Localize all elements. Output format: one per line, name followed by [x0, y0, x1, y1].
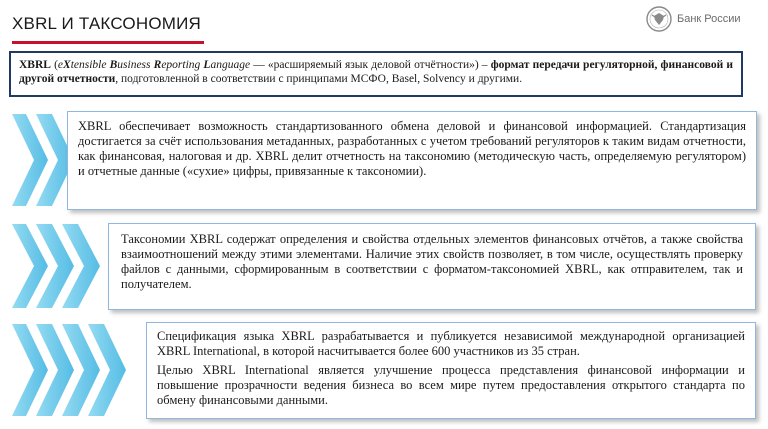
intro-b: B: [109, 59, 118, 71]
page-title: XBRL И ТАКСОНОМИЯ: [12, 14, 201, 33]
chevron-row1-a: [12, 114, 48, 206]
taxonomy-block: Таксономии XBRL содержат определения и свойства отдельных элементов финансовых отчётов, а также свойства взаимоотношений между этими элементами. Наличие этих свойств позволяет, в том числе, осуществлять проверку файлов с данными, сформированным в соответствии с форматом-таксономией XBRL, как отправителем, так и получателем.: [108, 223, 756, 310]
intro-e: e: [57, 59, 64, 71]
bank-emblem-icon: [646, 6, 672, 32]
intro-usiness: usiness: [117, 59, 154, 71]
purpose-paragraph: Целью XBRL International является улучшение процесса представления финансовой информации и повышение прозрачности ведения бизнеса во всем мире путем предоставления открытого стандарта по обмену финансовыми данными.: [157, 363, 745, 407]
bank-logo: [646, 6, 741, 32]
standardization-block: XBRL обеспечивает возможность стандартизованного обмена деловой и финансовой информацией. Стандартизация достигается за счёт использования метаданных, разработанных с учетом требований регуляторов к таким видам отчетности, как финансовая, налоговая и др. XBRL делит отчетность на таксономию (методическую часть, определяемую регулятором) и отчетные данные («сухие» цифры, привязанные к таксономии).: [67, 111, 757, 210]
chevron-row2-a: [12, 224, 48, 308]
intro-rest: , подготовленной в соответствии с принципами МСФО, Basel, Solvency и другими.: [115, 73, 523, 85]
intro-definition: формат передачи регуляторной, финансовой и другой отчетности: [19, 59, 733, 85]
intro-abbr: XBRL: [19, 59, 51, 71]
intro-eporting: eporting: [161, 59, 204, 71]
intro-x: X: [63, 59, 71, 71]
logo-text: Банк России: [677, 13, 741, 25]
intro-r: R: [153, 59, 162, 71]
intro-tensible: tensible: [70, 59, 110, 71]
intro-l: L: [203, 59, 211, 71]
intro-open-paren: (: [50, 59, 58, 71]
specification-paragraph: Спецификация языка XBRL разрабатывается и публикуется независимой международной организацией XBRL International, в которой насчитывается более 600 участников из 35 стран.: [157, 329, 745, 358]
specification-block: [146, 322, 756, 419]
chevron-decoration: [0, 0, 160, 429]
intro-translation: — «расширяемый язык деловой отчётности») –: [250, 59, 491, 71]
intro-anguage: anguage: [210, 59, 251, 71]
